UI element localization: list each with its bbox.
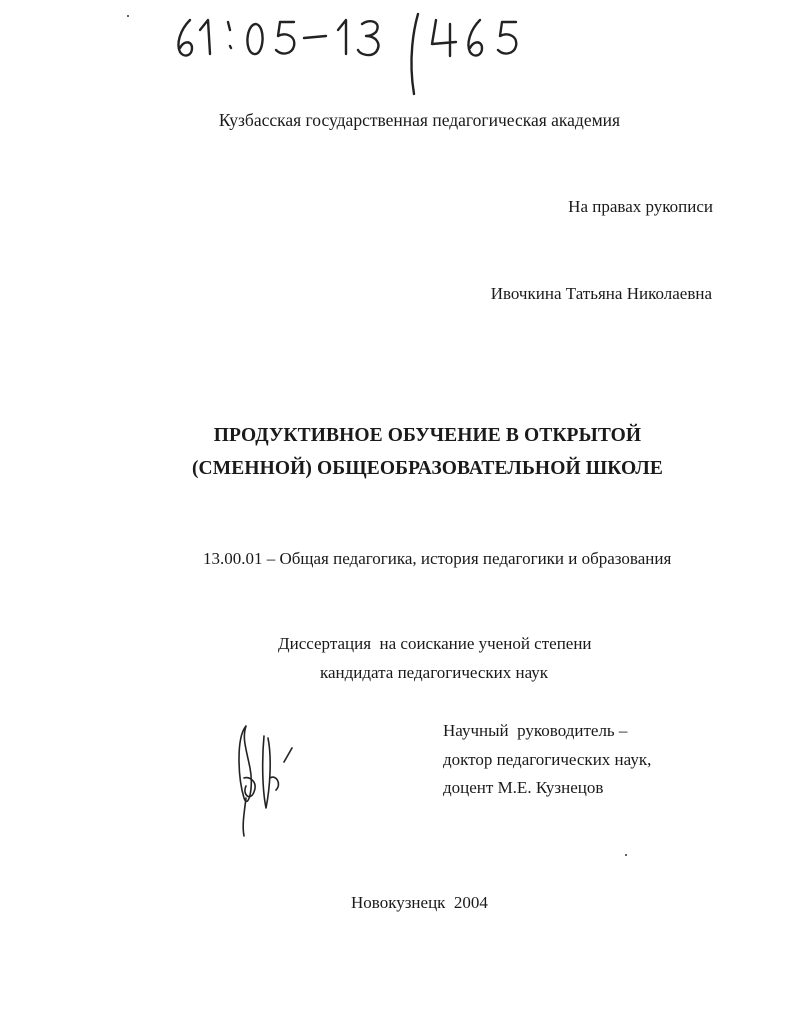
scan-speck [625,854,627,856]
rights-note: На правах рукописи [568,197,713,216]
institution-name: Кузбасская государственная педагогическая академия [218,110,621,130]
supervisor-role: Научный руководитель – [443,721,628,740]
handwritten-archive-number [170,8,530,98]
city-year: Новокузнецк 2004 [351,893,488,912]
dissertation-title-line-1: ПРОДУКТИВНОЕ ОБУЧЕНИЕ В ОТКРЫТОЙ [213,425,642,446]
supervisor-degree: доктор педагогических наук, [443,750,652,769]
dissertation-title-line-2: (СМЕННОЙ) ОБЩЕОБРАЗОВАТЕЛЬНОЙ ШКОЛЕ [191,458,664,479]
degree-line-1: Диссертация на соискание ученой степени [278,634,592,653]
scan-speck [127,15,129,17]
author-name: Ивочкина Татьяна Николаевна [490,284,712,303]
degree-line-2: кандидата педагогических наук [320,663,549,682]
specialty-code: 13.00.01 – Общая педагогика, история педагогики и образования [203,549,672,568]
supervisor-name: доцент М.Е. Кузнецов [443,778,604,797]
handwritten-signature [228,718,298,838]
